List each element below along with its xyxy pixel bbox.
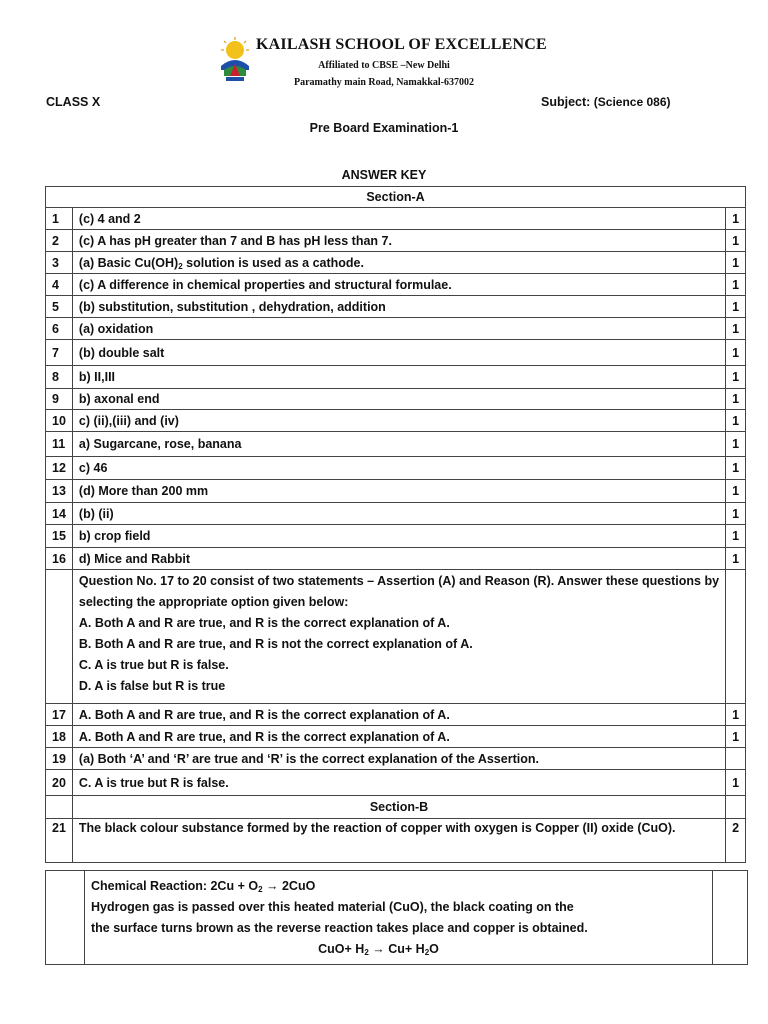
- exam-title: Pre Board Examination-1: [309, 121, 459, 135]
- answer-text: [72, 252, 725, 274]
- table-row: [46, 410, 746, 432]
- instruction-line: selecting the appropriate option given below:: [78, 595, 349, 609]
- answer-text: (a) Both ‘A’ and ‘R’ are true and ‘R’ is the correct explanation of the Assertion.: [72, 748, 725, 770]
- answer-text: d) Mice and Rabbit: [72, 548, 725, 570]
- answer-key-table: [45, 186, 746, 863]
- empty-cell: [46, 570, 73, 704]
- marks: 1: [726, 770, 746, 796]
- table-row: [46, 819, 746, 863]
- answer-text: b) crop field: [72, 525, 725, 548]
- school-name: KAILASH SCHOOL OF EXCELLENCE: [256, 36, 547, 53]
- table-row: [46, 432, 746, 457]
- instruction-line: B. Both A and R are true, and R is not the correct explanation of A.: [78, 637, 473, 651]
- table-row: [46, 748, 746, 770]
- answer-text: c) (ii),(iii) and (iv): [72, 410, 725, 432]
- reaction-explanation: [85, 871, 713, 965]
- marks: 1: [726, 208, 746, 230]
- marks: 1: [726, 503, 746, 525]
- section-b-header-row: [46, 796, 746, 819]
- school-logo: [218, 36, 252, 82]
- marks: 1: [726, 318, 746, 340]
- answer-text: (a) oxidation: [72, 318, 725, 340]
- question-number: 13: [46, 480, 73, 503]
- answer-text: A. Both A and R are true, and R is the correct explanation of A.: [72, 704, 725, 726]
- empty-cell: [726, 570, 746, 704]
- answer-text: c) 46: [72, 457, 725, 480]
- answer-text-part: (a) Basic Cu(OH): [78, 255, 179, 270]
- assertion-instructions-row: [46, 570, 746, 704]
- equation-text: → Cu+ H: [368, 942, 425, 956]
- marks: 1: [726, 432, 746, 457]
- table-row: [46, 340, 746, 366]
- marks: 1: [726, 389, 746, 410]
- question-number: 7: [46, 340, 73, 366]
- question-number: 11: [46, 432, 73, 457]
- marks: 1: [726, 726, 746, 748]
- question-number: 6: [46, 318, 73, 340]
- marks: 1: [726, 525, 746, 548]
- marks: 1: [726, 704, 746, 726]
- marks: 1: [726, 410, 746, 432]
- answer-text: (c) 4 and 2: [72, 208, 725, 230]
- table-row: [46, 503, 746, 525]
- table-row: [46, 230, 746, 252]
- table-row: [46, 457, 746, 480]
- answer-continuation-table: [45, 870, 748, 965]
- reduction-equation: [91, 939, 706, 960]
- empty-cell: [46, 871, 85, 965]
- answer-text-part: solution is used as a cathode.: [182, 255, 364, 270]
- answer-text: a) Sugarcane, rose, banana: [72, 432, 725, 457]
- marks: 1: [726, 274, 746, 296]
- marks: [726, 748, 746, 770]
- marks: 1: [726, 366, 746, 389]
- table-row: [46, 726, 746, 748]
- instruction-line: Question No. 17 to 20 consist of two statements – Assertion (A) and Reason (R). Answer these questions by: [78, 574, 720, 588]
- question-number: 4: [46, 274, 73, 296]
- table-row: [46, 366, 746, 389]
- reaction-text: → 2CuO: [262, 879, 316, 893]
- affiliation: Affiliated to CBSE –New Delhi: [318, 60, 450, 71]
- question-number: 21: [46, 819, 73, 863]
- question-number: 10: [46, 410, 73, 432]
- section-b-title: Section-B: [72, 796, 725, 819]
- answer-text: b) II,III: [72, 366, 725, 389]
- subscript: 2: [178, 261, 183, 271]
- instruction-line: C. A is true but R is false.: [78, 658, 229, 672]
- equation-text: CuO+ H: [318, 942, 365, 956]
- question-number: 14: [46, 503, 73, 525]
- table-row: [46, 704, 746, 726]
- answer-text: (b) double salt: [72, 340, 725, 366]
- answer-text: (b) (ii): [72, 503, 725, 525]
- explanation-line: Hydrogen gas is passed over this heated material (CuO), the black coating on the: [91, 900, 574, 914]
- answer-text: A. Both A and R are true, and R is the correct explanation of A.: [72, 726, 725, 748]
- marks: 1: [726, 480, 746, 503]
- chemical-reaction-line: [91, 876, 706, 897]
- class-label: CLASS X: [46, 95, 101, 109]
- answer-text: (b) substitution, substitution , dehydration, addition: [72, 296, 725, 318]
- empty-cell: [726, 796, 746, 819]
- table-row: [46, 318, 746, 340]
- instruction-line: A. Both A and R are true, and R is the correct explanation of A.: [78, 616, 450, 630]
- subject-line: [541, 95, 671, 109]
- answer-text: The black colour substance formed by the reaction of copper with oxygen is Copper (II) oxide (CuO).: [72, 819, 725, 863]
- answer-key-title: ANSWER KEY: [341, 168, 427, 182]
- subscript: 2: [424, 948, 430, 957]
- school-address: Paramathy main Road, Namakkal-637002: [293, 77, 474, 88]
- table-row: [46, 296, 746, 318]
- instruction-line: D. A is false but R is true: [78, 679, 226, 693]
- table-row: [46, 252, 746, 274]
- marks: 1: [726, 548, 746, 570]
- marks: 1: [726, 340, 746, 366]
- reaction-text: Chemical Reaction: 2Cu + O: [91, 879, 259, 893]
- answer-text: C. A is true but R is false.: [72, 770, 725, 796]
- question-number: 17: [46, 704, 73, 726]
- table-row: [46, 525, 746, 548]
- answer-text: b) axonal end: [72, 389, 725, 410]
- question-number: 8: [46, 366, 73, 389]
- equation-text: O: [429, 942, 439, 956]
- subject-value: (Science 086): [593, 95, 671, 109]
- question-number: 3: [46, 252, 73, 274]
- table-row: [46, 208, 746, 230]
- question-number: 16: [46, 548, 73, 570]
- marks: 1: [726, 252, 746, 274]
- subscript: 2: [364, 948, 369, 957]
- table-row: [46, 770, 746, 796]
- marks: 2: [726, 819, 746, 863]
- question-number: 18: [46, 726, 73, 748]
- marks: 1: [726, 230, 746, 252]
- assertion-instructions: [72, 570, 725, 704]
- subject-label: Subject:: [541, 95, 591, 109]
- question-number: 2: [46, 230, 73, 252]
- question-number: 1: [46, 208, 73, 230]
- section-a-title: Section-A: [46, 187, 746, 208]
- question-number: 15: [46, 525, 73, 548]
- marks: 1: [726, 457, 746, 480]
- explanation-line: the surface turns brown as the reverse reaction takes place and copper is obtained.: [91, 921, 588, 935]
- table-row: [46, 274, 746, 296]
- question-number: 20: [46, 770, 73, 796]
- table-row: [46, 871, 748, 965]
- answer-text: (d) More than 200 mm: [72, 480, 725, 503]
- empty-cell: [46, 796, 73, 819]
- answer-text: (c) A has pH greater than 7 and B has pH less than 7.: [72, 230, 725, 252]
- question-number: 9: [46, 389, 73, 410]
- table-row: [46, 480, 746, 503]
- question-number: 19: [46, 748, 73, 770]
- answer-text: (c) A difference in chemical properties and structural formulae.: [72, 274, 725, 296]
- marks: 1: [726, 296, 746, 318]
- table-row: [46, 389, 746, 410]
- question-number: 5: [46, 296, 73, 318]
- question-number: 12: [46, 457, 73, 480]
- subscript: 2: [258, 885, 263, 894]
- empty-cell: [713, 871, 748, 965]
- table-row: [46, 548, 746, 570]
- section-a-header-row: [46, 187, 746, 208]
